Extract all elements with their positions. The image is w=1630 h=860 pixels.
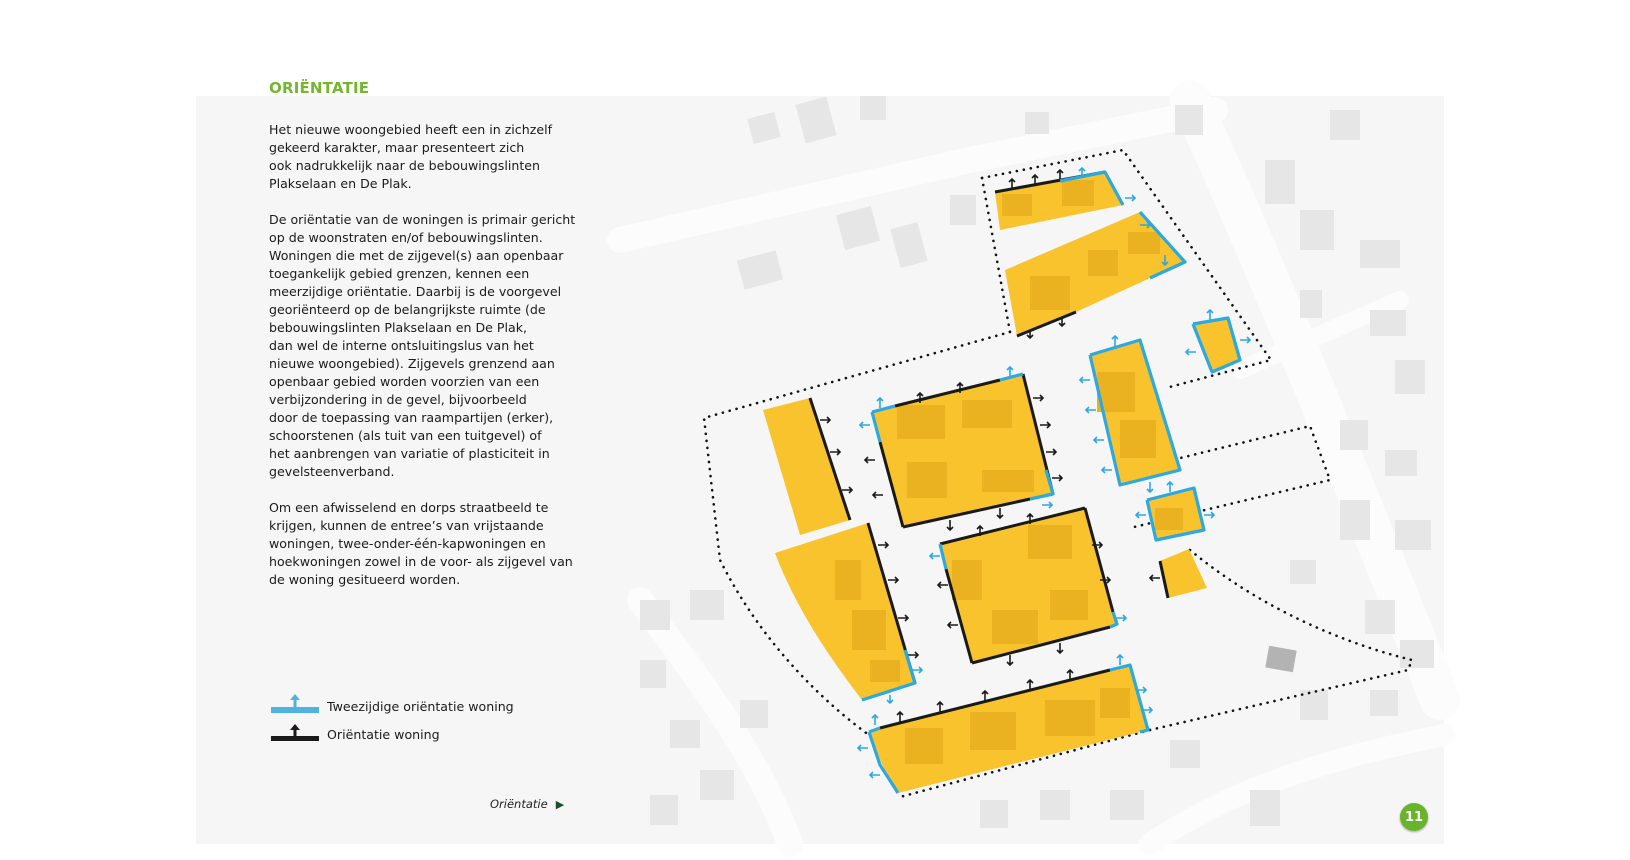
blue-arrow-line-icon: [269, 693, 321, 719]
page-number-badge: 11: [1400, 803, 1428, 831]
next-section-link[interactable]: [490, 797, 564, 811]
black-arrow-line-icon: [269, 721, 321, 747]
paragraph-orientation: De oriëntatie van de woningen is primair gericht op de woonstraten en/of bebouwingslinten. Woningen die met de zijgevel(s) aan openbaar toegankelijk gebied grenzen, kennen een meerzijdige oriëntatie. Daarbij is de voorgevel georiënteerd op de belangrijkste ruimte (de bebouwingslinten Plakselaan en De Plak, dan wel de interne ontsluitingslus van het nieuwe woongebied). Zijgevels grenzend aan openbaar gebied worden voorzien van een verbijzondering in de gevel, bijvoorbeeld door de toepassing van raampartijen (erker), schoorstenen (als tuit van een tuitgevel) of het aanbrengen van variatie of plasticiteit in gevelsteenverband.: [269, 212, 576, 479]
next-section-label: Oriëntatie: [490, 797, 548, 811]
legend-item-two-sided: [269, 692, 514, 720]
paragraph-intro: Het nieuwe woongebied heeft een in zichzelf gekeerd karakter, maar presenteert zich ook nadrukkelijk naar de bebouwingslinten Plakselaan en De Plak.: [269, 122, 552, 191]
body-text: [269, 121, 579, 607]
legend-label: Tweezijdige oriëntatie woning: [327, 698, 514, 714]
shed-building: [1265, 646, 1296, 673]
legend-item-orientation: [269, 720, 514, 748]
play-triangle-icon: ▶: [555, 797, 565, 811]
legend-label: Oriëntatie woning: [327, 726, 440, 742]
page-title: ORIËNTATIE: [269, 79, 370, 97]
map-legend: [269, 692, 514, 748]
paragraph-streetscape: Om een afwisselend en dorps straatbeeld te krijgen, kunnen de entree’s van vrijstaande woningen, twee-onder-één-kapwoningen en hoekwoningen zowel in de voor- als zijgevel van de woning gesitueerd worden.: [269, 500, 573, 587]
